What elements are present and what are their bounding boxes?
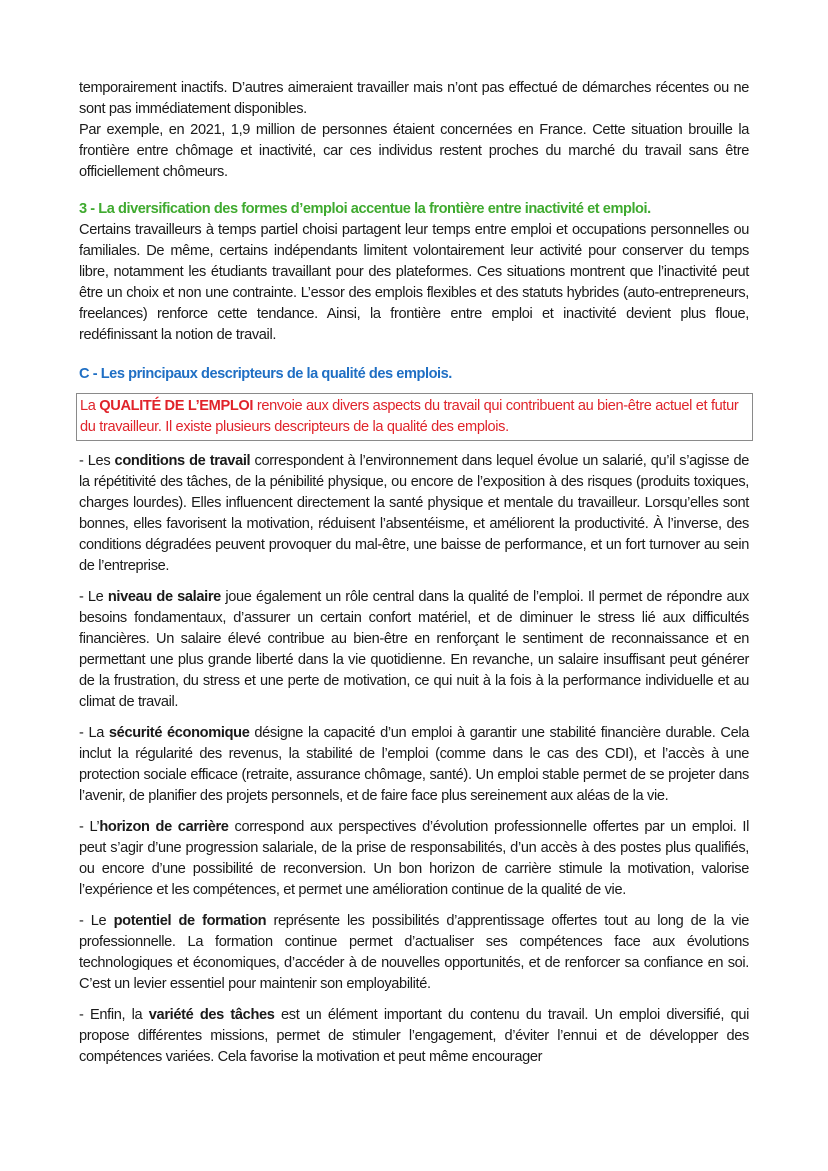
descriptor-prefix: - Enfin, la [79, 1007, 149, 1023]
descriptor-prefix: - La [79, 725, 109, 741]
section-3-body: Certains travailleurs à temps partiel choisi partagent leur temps entre emploi et occupations personnelles ou familiales. De même, certains indépendants limitent volontairement leur activité pour conserver du temps libre, notamment les étudiants travaillant pour des plateformes. Ces situations montrent que l’inactivité peut être un choix et non une contrainte. L’essor des emplois flexibles et des statuts hybrides (auto-entrepreneurs, freelances) renforce cette tendance. Ainsi, la frontière entre emploi et inactivité devient plus floue, redéfinissant la notion de travail. [79, 222, 749, 343]
descriptor-prefix: - Les [79, 453, 115, 469]
descriptor-prefix: - Le [79, 589, 108, 605]
definition-term: QUALITÉ DE L’EMPLOI [99, 398, 254, 414]
definition-text [80, 396, 748, 438]
descriptor-salary-level [79, 587, 749, 713]
descriptor-term: horizon de carrière [99, 819, 229, 835]
descriptor-term: sécurité économique [108, 725, 250, 741]
intro-paragraph-1: temporairement inactifs. D’autres aimeraient travailler mais n’ont pas effectué de démarches récentes ou ne sont pas immédiatement disponibles. [79, 80, 749, 117]
descriptor-term: variété des tâches [148, 1007, 275, 1023]
definition-body: renvoie aux divers aspects du travail qui contribuent au bien-être actuel et futur du travailleur. Il existe plusieurs descripteurs de la qualité des emplois. [80, 398, 739, 435]
descriptor-training-potential [79, 911, 749, 995]
descriptor-text: correspond aux perspectives d’évolution professionnelle offertes par un emploi. Il peut s’agir d’une progression salariale, de la prise de responsabilités, d’un accès à des postes plus qualifiés, ou encore d’une possibilité de reconversion. Un bon horizon de carrière stimule la motivation, valorise l’expérience et les compétences, et permet une amélioration continue de la qualité de vie. [79, 819, 749, 898]
descriptor-working-conditions [79, 451, 749, 577]
descriptor-term: potentiel de formation [113, 913, 267, 929]
descriptor-prefix: - Le [79, 913, 114, 929]
descriptor-text: joue également un rôle central dans la qualité de l’emploi. Il permet de répondre aux besoins fondamentaux, d’assurer un certain confort matériel, et de diminuer le stress lié aux difficultés financières. Un salaire élevé contribue au bien-être en renforçant le sentiment de reconnaissance et en permettant une plus grande liberté dans la vie quotidienne. En revanche, un salaire insuffisant peut générer de la frustration, du stress et une perte de motivation, ce qui nuit à la fois à la performance individuelle et au climat de travail. [79, 589, 749, 710]
intro-paragraph-2: Par exemple, en 2021, 1,9 million de personnes étaient concernées en France. Cette situation brouille la frontière entre chômage et inactivité, car ces individus restent proches du marché du travail sans être officiellement chômeurs. [79, 122, 749, 180]
section-c-heading: C - Les principaux descripteurs de la qualité des emplois. [79, 366, 452, 382]
document-page [79, 78, 749, 1068]
descriptor-career-horizon [79, 817, 749, 901]
definition-prefix: La [80, 398, 100, 414]
definition-box [76, 393, 753, 441]
descriptor-term: conditions de travail [114, 453, 251, 469]
descriptor-economic-security [79, 723, 749, 807]
descriptor-task-variety [79, 1005, 749, 1068]
descriptor-text: représente les possibilités d’apprentissage offertes tout au long de la vie professionnelle. La formation continue permet d’actualiser ses compétences face aux évolutions technologiques et économiques, d’accéder à de nouvelles opportunités, et de renforcer sa confiance en soi. C’est un levier essentiel pour maintenir son employabilité. [79, 913, 749, 992]
descriptor-prefix: - L’ [79, 819, 100, 835]
descriptor-term: niveau de salaire [107, 589, 221, 605]
descriptor-text: est un élément important du contenu du travail. Un emploi diversifié, qui propose différentes missions, permet de stimuler l’engagement, d’éviter l’ennui et de développer des compétences variées. Cela favorise la motivation et peut même encourager [79, 1007, 749, 1065]
descriptor-text: désigne la capacité d’un emploi à garantir une stabilité financière durable. Cela inclut la régularité des revenus, la stabilité de l’emploi (comme dans le cas des CDI), et l’accès à une protection sociale efficace (retraite, assurance chômage, santé). Un emploi stable permet de se projeter dans l’avenir, de planifier des projets personnels, et de faire face plus sereinement aux aléas de la vie. [79, 725, 749, 804]
descriptor-text: correspondent à l’environnement dans lequel évolue un salarié, qu’il s’agisse de la répétitivité des tâches, de la pénibilité physique, ou encore de l’exposition à des risques (produits toxiques, charges lourdes). Elles influencent directement la santé physique et mentale du travailleur. Lorsqu’elles sont bonnes, elles favorisent la motivation, réduisent l’absentéisme, et améliorent la productivité. À l’inverse, des conditions dégradées peuvent provoquer du mal-être, une baisse de performance, et un fort turnover au sein de l’entreprise. [79, 453, 749, 574]
section-3-heading: 3 - La diversification des formes d’emploi accentue la frontière entre inactivité et emploi. [79, 201, 651, 217]
